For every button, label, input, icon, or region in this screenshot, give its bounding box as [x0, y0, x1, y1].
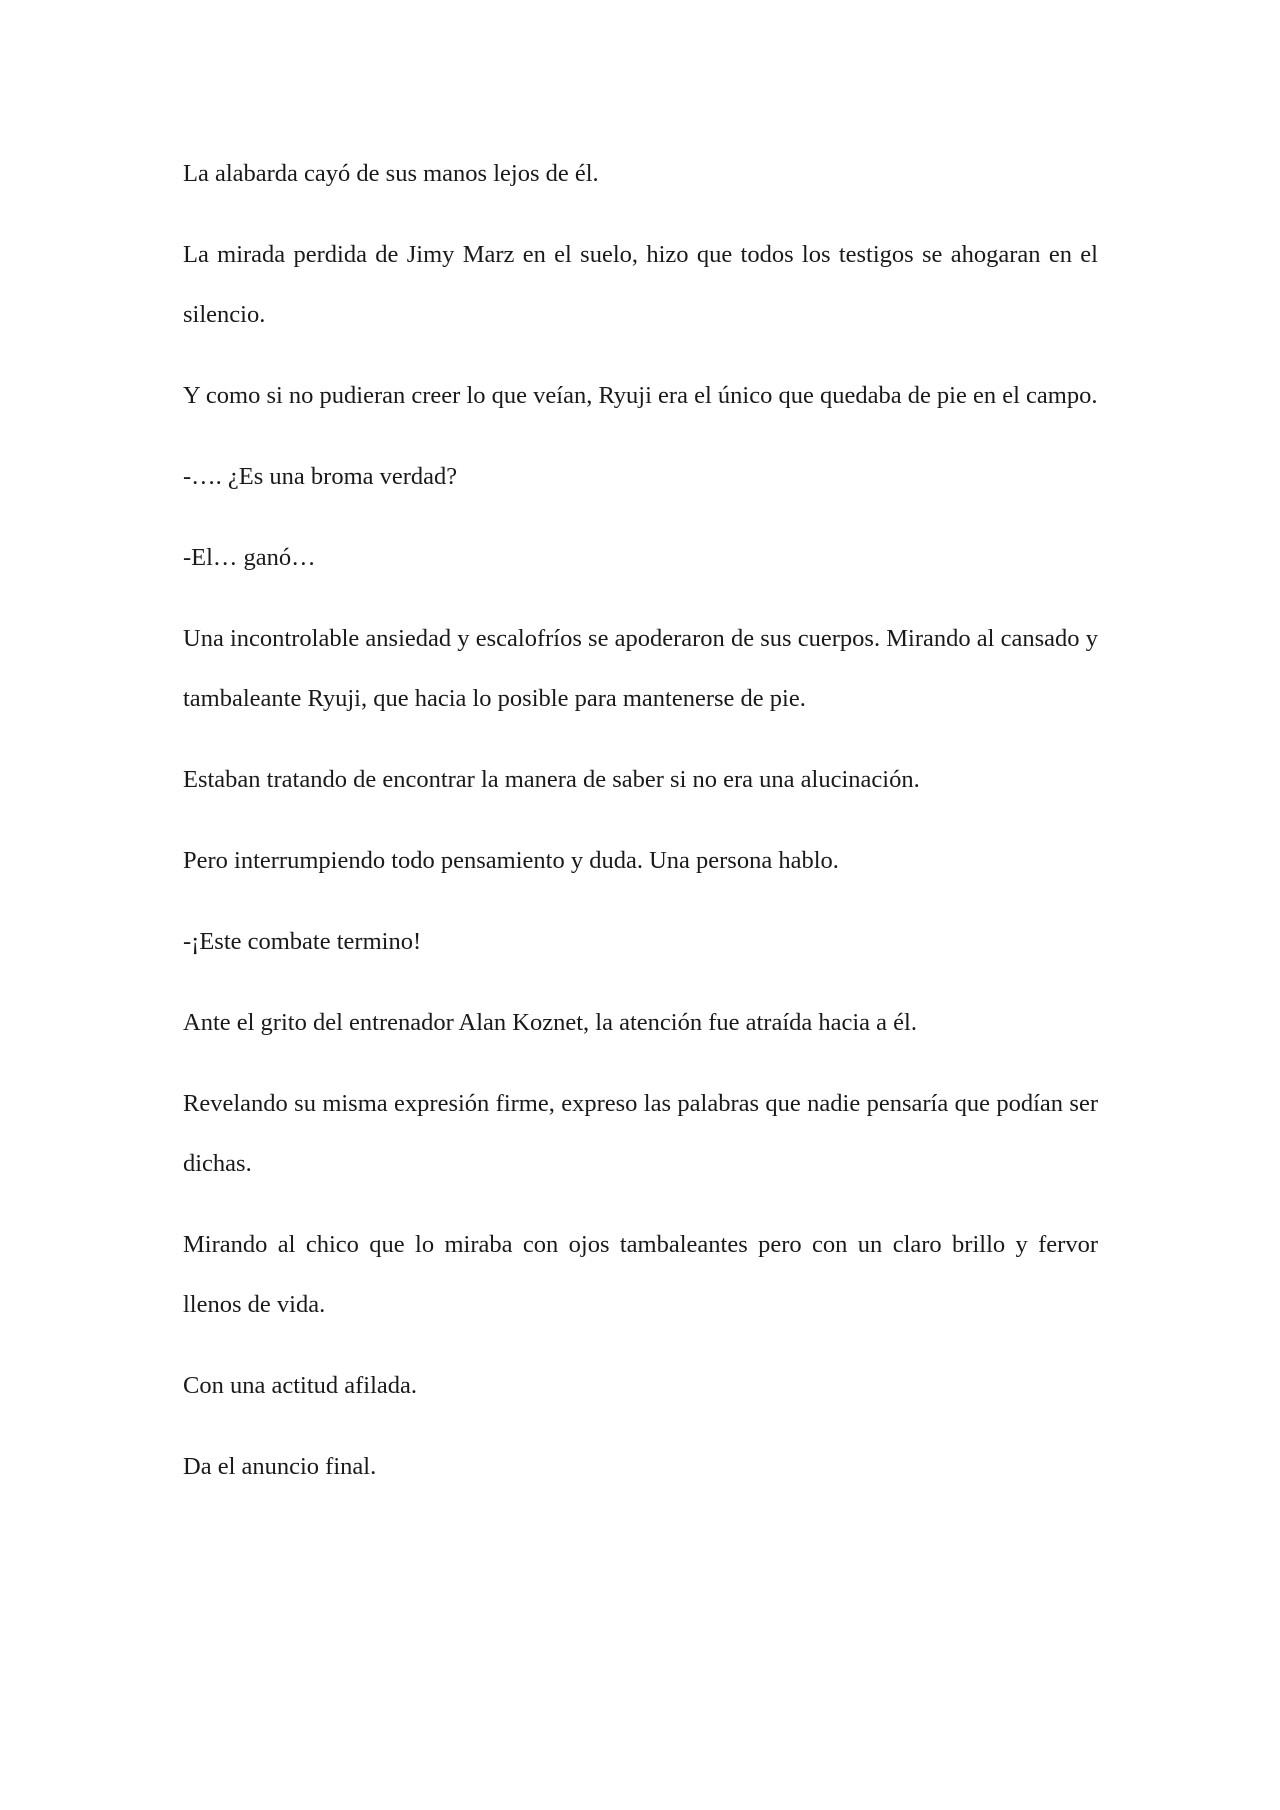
- paragraph: Revelando su misma expresión firme, expreso las palabras que nadie pensaría que podían ser dichas.: [183, 1090, 1098, 1177]
- paragraph: Con una actitud afilada.: [183, 1372, 418, 1399]
- paragraph: Da el anuncio final.: [183, 1453, 377, 1480]
- dialogue-line: -¡Este combate termino!: [183, 928, 422, 955]
- body-text: [183, 144, 1098, 1518]
- paragraph: La mirada perdida de Jimy Marz en el suelo, hizo que todos los testigos se ahogaran en el silencio.: [183, 241, 1098, 328]
- paragraph: Una incontrolable ansiedad y escalofríos se apoderaron de sus cuerpos. Mirando al cansado y tambaleante Ryuji, que hacia lo posible para mantenerse de pie.: [183, 625, 1098, 712]
- paragraph: Y como si no pudieran creer lo que veían, Ryuji era el único que quedaba de pie en el campo.: [183, 382, 1098, 409]
- paragraph: Estaban tratando de encontrar la manera de saber si no era una alucinación.: [183, 766, 920, 793]
- paragraph: Mirando al chico que lo miraba con ojos tambaleantes pero con un claro brillo y fervor llenos de vida.: [183, 1231, 1098, 1318]
- dialogue-line: -…. ¿Es una broma verdad?: [183, 463, 458, 490]
- paragraph: Ante el grito del entrenador Alan Koznet, la atención fue atraída hacia a él.: [183, 1009, 917, 1036]
- dialogue-line: -El… ganó…: [183, 544, 316, 571]
- paragraph: La alabarda cayó de sus manos lejos de él.: [183, 160, 599, 187]
- paragraph: Pero interrumpiendo todo pensamiento y duda. Una persona hablo.: [183, 847, 839, 874]
